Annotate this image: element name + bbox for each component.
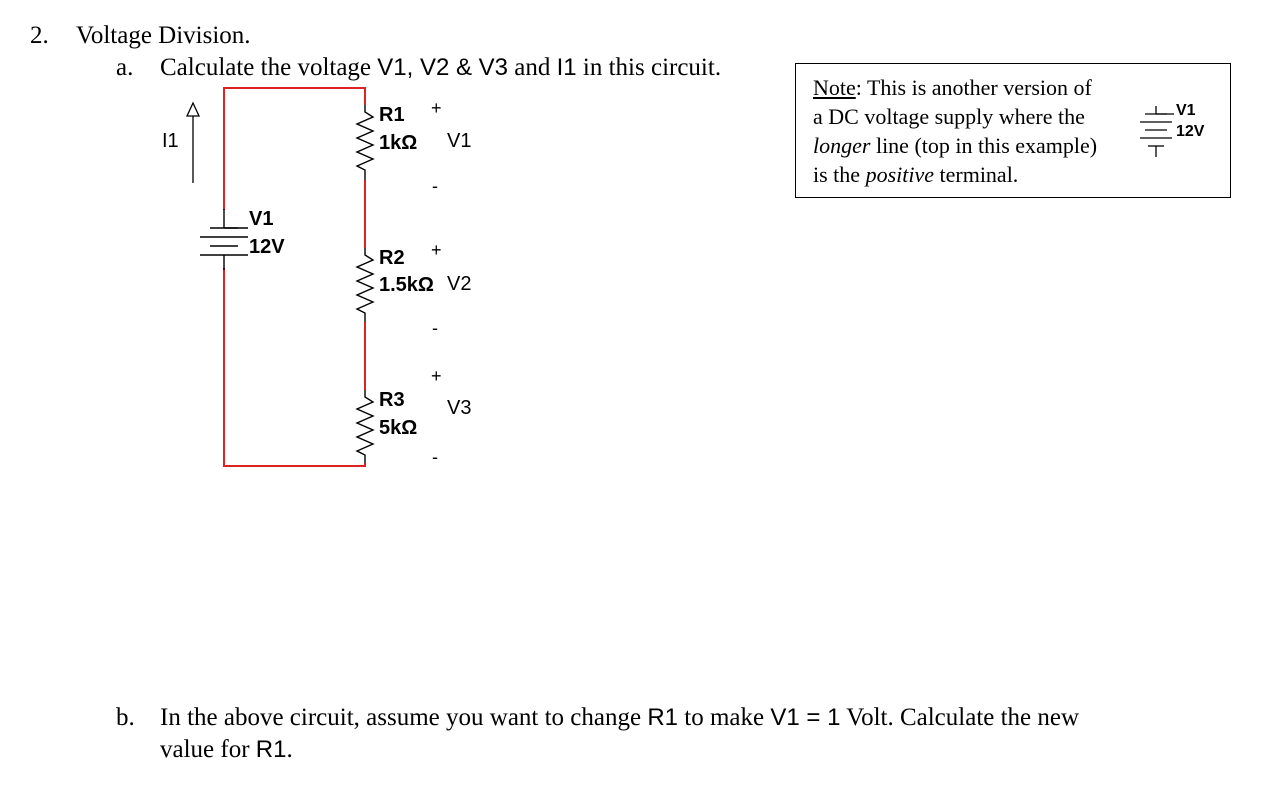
part-b-line2-r1: R1 <box>255 736 287 763</box>
v3-plus: + <box>431 366 442 386</box>
v1-label: V1 <box>447 130 472 152</box>
part-a-voltages: V1, V2 & V3 <box>377 54 509 81</box>
part-b-line-1 <box>160 704 1079 732</box>
part-b-text-3: Volt. Calculate the new <box>840 704 1080 731</box>
wire-left-top <box>224 88 365 210</box>
note-line4-em: positive <box>865 162 934 187</box>
question-number: 2. <box>30 22 49 49</box>
r2-resistor <box>357 248 373 322</box>
part-a-text-1: Calculate the voltage <box>160 54 378 81</box>
v2-minus: - <box>432 318 438 338</box>
battery-symbol <box>200 209 248 270</box>
current-label: I1 <box>162 130 179 152</box>
question-title: Voltage Division. <box>76 22 251 49</box>
note-label: Note <box>813 75 856 100</box>
part-b-letter: b. <box>116 704 135 731</box>
r1-value: 1kΩ <box>379 132 418 154</box>
part-b-v1-eq: V1 = 1 <box>770 704 841 731</box>
r2-name: R2 <box>379 247 405 269</box>
part-b-text-2: to make <box>678 704 771 731</box>
part-a-text-3: in this circuit. <box>576 54 722 81</box>
part-b-line2-end: . <box>286 736 293 763</box>
wire-left-bottom <box>224 268 365 466</box>
part-a-current: I1 <box>556 54 577 81</box>
source-name: V1 <box>249 208 274 230</box>
note-box <box>795 63 1231 198</box>
note-line1-rest: : This is another version of <box>855 75 1092 100</box>
v1-minus: - <box>432 176 438 196</box>
current-arrow <box>187 103 199 183</box>
note-line-2: a DC voltage supply where the <box>813 104 1085 129</box>
circuit-wires <box>224 88 365 466</box>
r3-value: 5kΩ <box>379 417 418 439</box>
part-b-text-1: In the above circuit, assume you want to change <box>160 704 648 731</box>
note-source-name: V1 <box>1176 102 1196 119</box>
v3-minus: - <box>432 447 438 467</box>
part-b-line2-text: value for <box>160 736 256 763</box>
part-a-letter: a. <box>116 54 134 81</box>
part-b-line-2 <box>160 736 293 764</box>
note-line4-pre: is the <box>813 162 866 187</box>
r1-name: R1 <box>379 104 405 126</box>
note-line-1 <box>813 75 1092 101</box>
note-source-value: 12V <box>1176 123 1205 140</box>
r1-resistor <box>357 105 373 180</box>
note-line-4 <box>813 162 1018 188</box>
r2-value: 1.5kΩ <box>379 274 434 296</box>
note-line4-post: terminal. <box>934 162 1019 187</box>
v1-plus: + <box>431 98 442 118</box>
note-line-3 <box>813 133 1097 159</box>
source-value: 12V <box>249 236 285 258</box>
r3-resistor <box>357 390 373 463</box>
v2-plus: + <box>431 240 442 260</box>
v3-label: V3 <box>447 397 472 419</box>
v2-label: V2 <box>447 273 472 295</box>
part-b-r1: R1 <box>647 704 679 731</box>
r3-name: R3 <box>379 389 405 411</box>
part-a-text-2: and <box>508 54 557 81</box>
note-line3-em: longer <box>813 133 871 158</box>
note-line3-rest: line (top in this example) <box>870 133 1098 158</box>
